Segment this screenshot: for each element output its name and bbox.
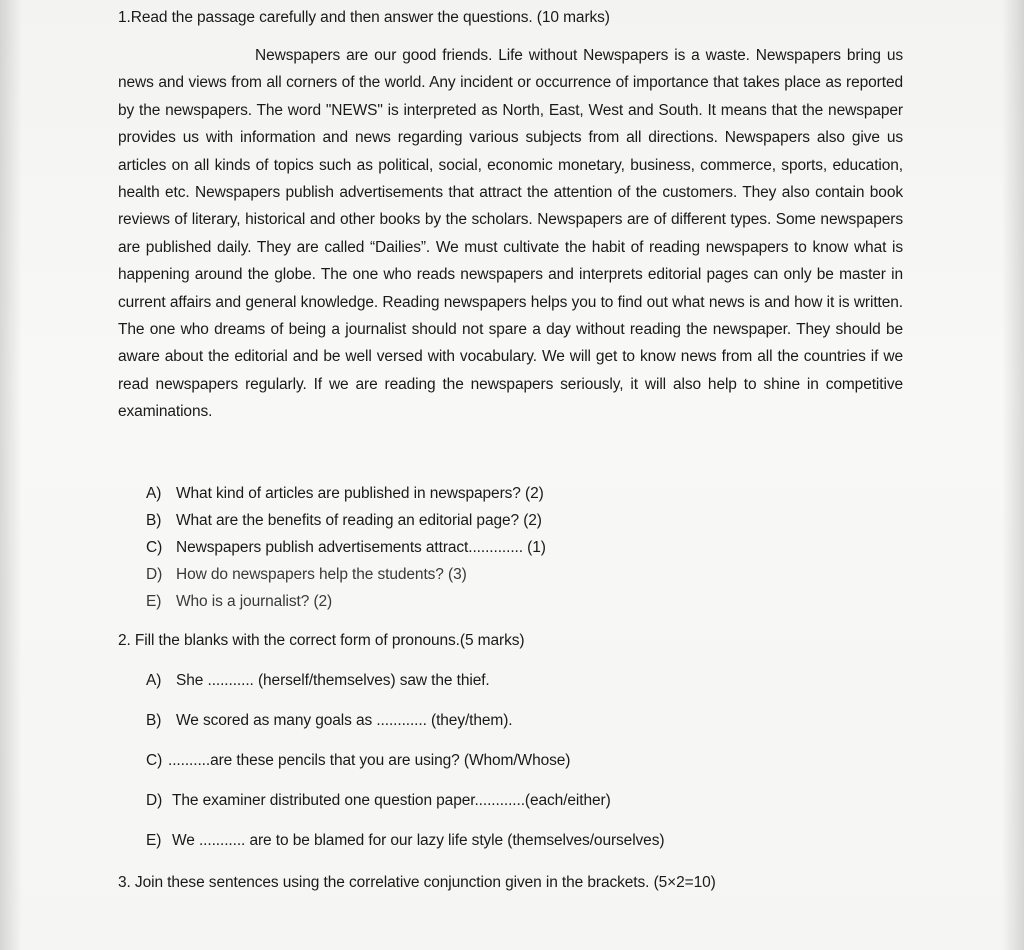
question-2b: [146, 712, 513, 730]
question-label: B): [146, 712, 162, 729]
question-text: Newspapers publish advertisements attract............. (1): [176, 539, 546, 556]
question-label: C): [146, 752, 163, 769]
question-label: D): [146, 566, 163, 583]
question-text: Who is a journalist? (2): [176, 593, 333, 610]
page-shadow-right: [1002, 0, 1024, 950]
question-text: She ........... (herself/themselves) saw the thief.: [176, 672, 490, 689]
question-text: The examiner distributed one question paper............(each/either): [172, 792, 611, 809]
question-label: E): [146, 593, 162, 610]
question-text: We scored as many goals as ............ (they/them).: [176, 712, 513, 729]
reading-passage: Newspapers are our good friends. Life without Newspapers is a waste. Newspapers bring us news and views from all corners of the world. Any incident or occurrence of importance that takes place as reported by the newspapers. The word "NEWS" is interpreted as North, East, West and South. It means that the newspaper provides us with information and news regarding various subjects from all directions. Newspapers also give us articles on all kinds of topics such as political, social, economic monetary, business, commerce, sports, education, health etc. Newspapers publish advertisements that attract the attention of the customers. They also contain book reviews of literary, historical and other books by the scholars. Newspapers are of different types. Some newspapers are published daily. They are called “Dailies”. We must cultivate the habit of reading newspapers to know what is happening around the globe. The one who reads newspapers and interprets editorial pages can only be master in current affairs and general knowledge. Reading newspapers helps you to find out what news is and how it is written. The one who dreams of being a journalist should not spare a day without reading the newspaper. They should be aware about the editorial and be well versed with vocabulary. We will get to know news from all the countries if we read newspapers regularly. If we are reading the newspapers seriously, it will also help to shine in competitive examinations.: [118, 47, 903, 421]
question-2a: [146, 672, 490, 690]
question-1a: [146, 485, 544, 503]
question-text: What are the benefits of reading an editorial page? (2): [176, 512, 542, 529]
question-1b: [146, 512, 542, 530]
question-text: What kind of articles are published in newspapers? (2): [176, 485, 544, 502]
question-label: E): [146, 832, 162, 849]
question-2d: [146, 792, 611, 810]
question-2c: [146, 752, 570, 770]
question-1c: [146, 539, 546, 557]
question-1d: [146, 566, 467, 584]
question-label: D): [146, 792, 163, 809]
question-text: ..........are these pencils that you are using? (Whom/Whose): [168, 752, 571, 769]
question-label: B): [146, 512, 162, 529]
question-label: C): [146, 539, 163, 556]
page-shadow-left: [0, 0, 22, 950]
question-text: How do newspapers help the students? (3): [176, 566, 467, 583]
question-label: A): [146, 485, 162, 502]
question-1-heading: 1.Read the passage carefully and then answer the questions. (10 marks): [118, 9, 610, 26]
question-label: A): [146, 672, 162, 689]
question-2e: [146, 832, 664, 850]
question-1e: [146, 593, 332, 611]
question-3-heading: 3. Join these sentences using the correlative conjunction given in the brackets. (5×2=10): [118, 874, 716, 891]
question-2-heading: 2. Fill the blanks with the correct form of pronouns.(5 marks): [118, 632, 525, 649]
question-text: We ........... are to be blamed for our lazy life style (themselves/ourselves): [172, 832, 665, 849]
